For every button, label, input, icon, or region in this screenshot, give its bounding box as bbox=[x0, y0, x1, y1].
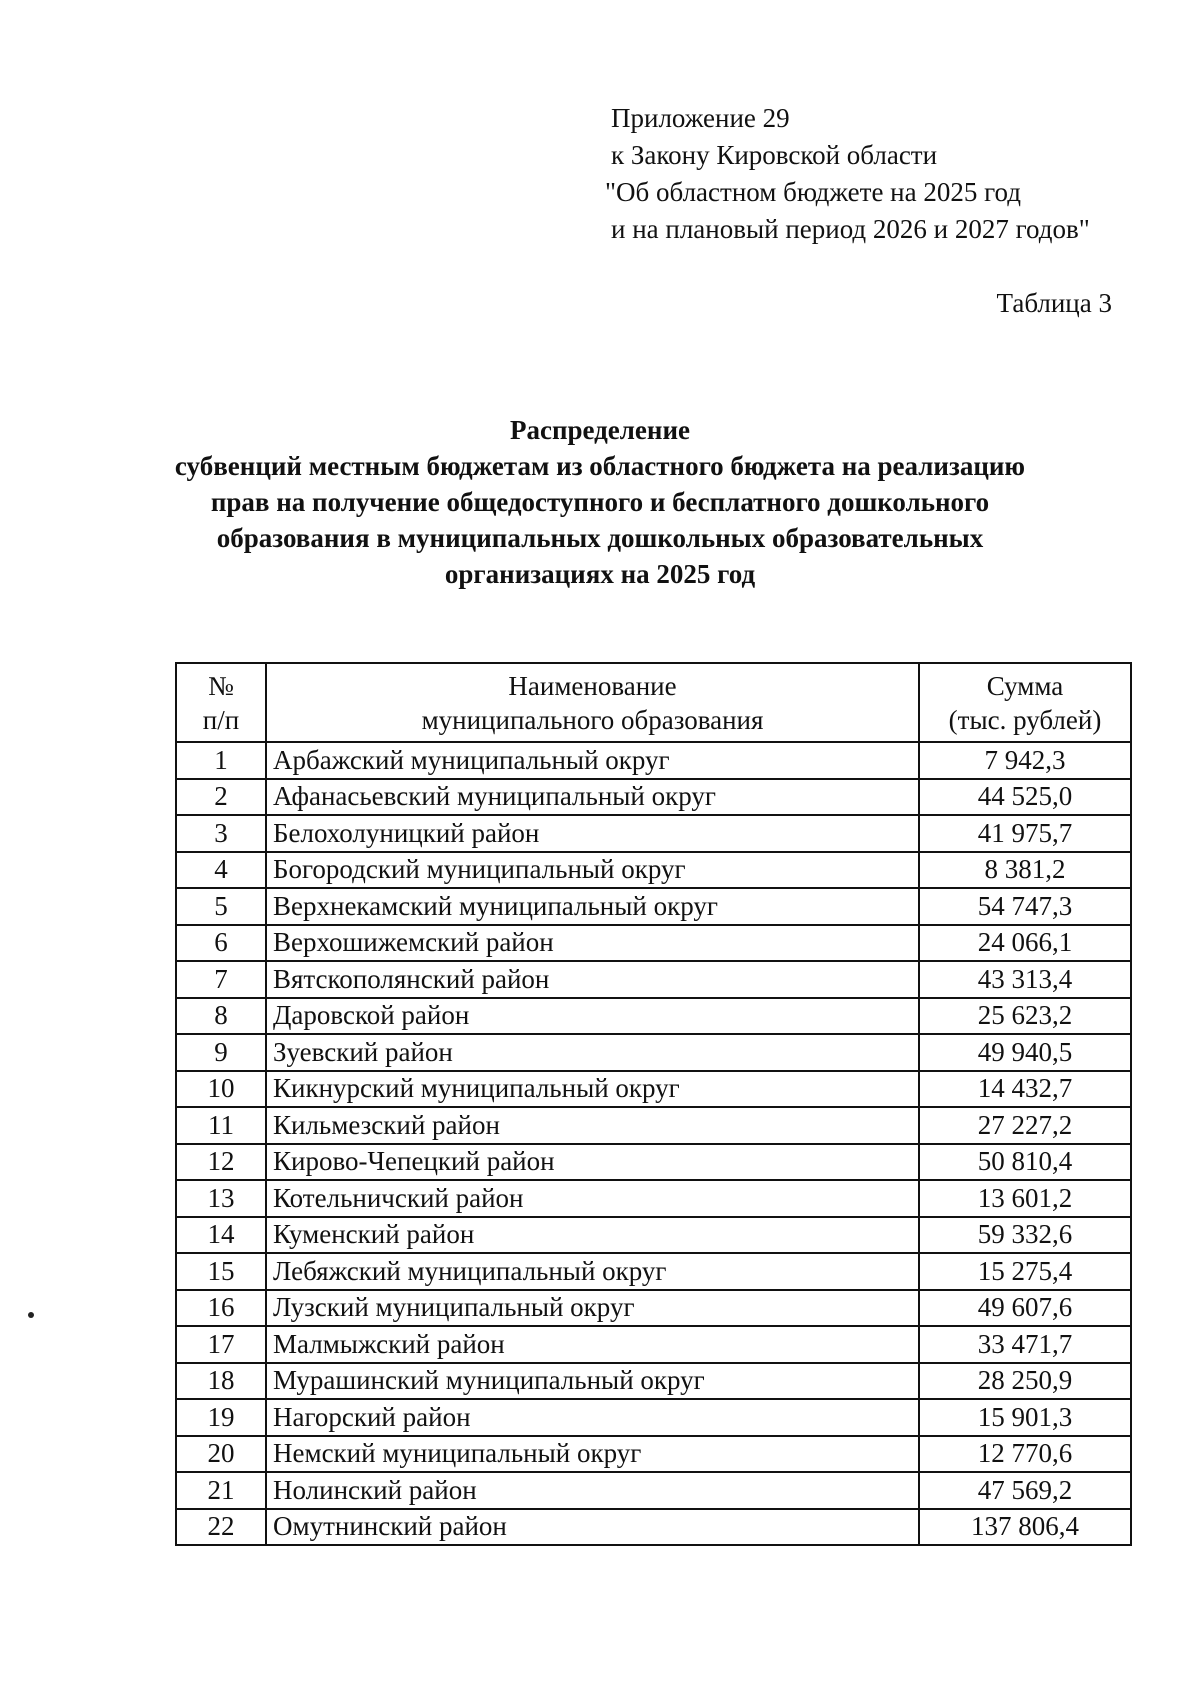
table-row bbox=[176, 961, 1131, 998]
row-number-cell: 20 bbox=[176, 1436, 266, 1473]
amount-cell: 33 471,7 bbox=[919, 1326, 1131, 1363]
row-number-cell: 19 bbox=[176, 1399, 266, 1436]
amount-cell: 25 623,2 bbox=[919, 998, 1131, 1035]
row-number-cell: 16 bbox=[176, 1290, 266, 1327]
table-row bbox=[176, 1509, 1131, 1546]
table-number-label: Таблица 3 bbox=[996, 288, 1112, 318]
appendix-reference bbox=[605, 100, 1090, 248]
municipality-name-cell: Афанасьевский муниципальный округ bbox=[266, 779, 919, 816]
header-num bbox=[176, 663, 266, 742]
municipality-name-cell: Кильмезский район bbox=[266, 1107, 919, 1144]
table-body bbox=[176, 742, 1131, 1545]
header-num-line: № bbox=[208, 670, 234, 701]
municipality-name-cell: Арбажский муниципальный округ bbox=[266, 742, 919, 779]
municipality-name-cell: Куменский район bbox=[266, 1217, 919, 1254]
amount-cell: 137 806,4 bbox=[919, 1509, 1131, 1546]
appendix-line: "Об областном бюджете на 2025 год bbox=[605, 177, 1021, 207]
amount-cell: 15 901,3 bbox=[919, 1399, 1131, 1436]
amount-cell: 15 275,4 bbox=[919, 1253, 1131, 1290]
municipality-name-cell: Даровской район bbox=[266, 998, 919, 1035]
appendix-line: и на плановый период 2026 и 2027 годов" bbox=[611, 214, 1090, 244]
municipality-name-cell: Нагорский район bbox=[266, 1399, 919, 1436]
row-number-cell: 9 bbox=[176, 1034, 266, 1071]
amount-cell: 41 975,7 bbox=[919, 815, 1131, 852]
header-sum-line: (тыс. рублей) bbox=[948, 704, 1102, 735]
amount-cell: 49 607,6 bbox=[919, 1290, 1131, 1327]
table-row bbox=[176, 815, 1131, 852]
amount-cell: 59 332,6 bbox=[919, 1217, 1131, 1254]
row-number-cell: 12 bbox=[176, 1144, 266, 1181]
table-row bbox=[176, 1107, 1131, 1144]
municipality-name-cell: Вятскополянский район bbox=[266, 961, 919, 998]
amount-cell: 27 227,2 bbox=[919, 1107, 1131, 1144]
row-number-cell: 3 bbox=[176, 815, 266, 852]
scan-speck bbox=[28, 1312, 34, 1318]
header-name-line: муниципального образования bbox=[421, 704, 764, 735]
amount-cell: 24 066,1 bbox=[919, 925, 1131, 962]
row-number-cell: 5 bbox=[176, 888, 266, 925]
amount-cell: 7 942,3 bbox=[919, 742, 1131, 779]
row-number-cell: 10 bbox=[176, 1071, 266, 1108]
title-line: прав на получение общедоступного и бесплатного дошкольного bbox=[210, 487, 990, 517]
amount-cell: 12 770,6 bbox=[919, 1436, 1131, 1473]
municipality-name-cell: Малмыжский район bbox=[266, 1326, 919, 1363]
title-line: субвенций местным бюджетам из областного бюджета на реализацию bbox=[174, 451, 1026, 481]
table-row bbox=[176, 852, 1131, 889]
header-sum bbox=[919, 663, 1131, 742]
row-number-cell: 8 bbox=[176, 998, 266, 1035]
row-number-cell: 22 bbox=[176, 1509, 266, 1546]
table-row bbox=[176, 925, 1131, 962]
municipality-name-cell: Кирово-Чепецкий район bbox=[266, 1144, 919, 1181]
table-row bbox=[176, 888, 1131, 925]
table-row bbox=[176, 1034, 1131, 1071]
row-number-cell: 13 bbox=[176, 1180, 266, 1217]
subvention-table bbox=[175, 662, 1132, 1546]
municipality-name-cell: Зуевский район bbox=[266, 1034, 919, 1071]
table-row bbox=[176, 1436, 1131, 1473]
table-row bbox=[176, 1363, 1131, 1400]
municipality-name-cell: Омутнинский район bbox=[266, 1509, 919, 1546]
row-number-cell: 1 bbox=[176, 742, 266, 779]
municipality-name-cell: Лебяжский муниципальный округ bbox=[266, 1253, 919, 1290]
table-row bbox=[176, 1290, 1131, 1327]
row-number-cell: 2 bbox=[176, 779, 266, 816]
amount-cell: 14 432,7 bbox=[919, 1071, 1131, 1108]
appendix-line: Приложение 29 bbox=[611, 103, 790, 133]
municipality-name-cell: Мурашинский муниципальный округ bbox=[266, 1363, 919, 1400]
row-number-cell: 18 bbox=[176, 1363, 266, 1400]
amount-cell: 47 569,2 bbox=[919, 1472, 1131, 1509]
document-title bbox=[150, 412, 1050, 592]
row-number-cell: 11 bbox=[176, 1107, 266, 1144]
municipality-name-cell: Верхошижемский район bbox=[266, 925, 919, 962]
row-number-cell: 14 bbox=[176, 1217, 266, 1254]
municipality-name-cell: Немский муниципальный округ bbox=[266, 1436, 919, 1473]
header-sum-line: Сумма bbox=[986, 670, 1064, 701]
municipality-name-cell: Кикнурский муниципальный округ bbox=[266, 1071, 919, 1108]
amount-cell: 13 601,2 bbox=[919, 1180, 1131, 1217]
municipality-name-cell: Лузский муниципальный округ bbox=[266, 1290, 919, 1327]
table-row bbox=[176, 1253, 1131, 1290]
row-number-cell: 21 bbox=[176, 1472, 266, 1509]
table-row bbox=[176, 1144, 1131, 1181]
amount-cell: 8 381,2 bbox=[919, 852, 1131, 889]
amount-cell: 28 250,9 bbox=[919, 1363, 1131, 1400]
amount-cell: 49 940,5 bbox=[919, 1034, 1131, 1071]
amount-cell: 43 313,4 bbox=[919, 961, 1131, 998]
header-name bbox=[266, 663, 919, 742]
table-row bbox=[176, 1472, 1131, 1509]
table-row bbox=[176, 1180, 1131, 1217]
table-row bbox=[176, 1399, 1131, 1436]
municipality-name-cell: Богородский муниципальный округ bbox=[266, 852, 919, 889]
table-header-row bbox=[176, 663, 1131, 742]
municipality-name-cell: Котельничский район bbox=[266, 1180, 919, 1217]
row-number-cell: 6 bbox=[176, 925, 266, 962]
title-line: Распределение bbox=[509, 415, 691, 445]
amount-cell: 54 747,3 bbox=[919, 888, 1131, 925]
title-line: образования в муниципальных дошкольных образовательных bbox=[216, 523, 984, 553]
amount-cell: 44 525,0 bbox=[919, 779, 1131, 816]
table-row bbox=[176, 779, 1131, 816]
municipality-name-cell: Нолинский район bbox=[266, 1472, 919, 1509]
table-row bbox=[176, 998, 1131, 1035]
table-row bbox=[176, 742, 1131, 779]
row-number-cell: 17 bbox=[176, 1326, 266, 1363]
header-name-line: Наименование bbox=[508, 670, 677, 701]
row-number-cell: 4 bbox=[176, 852, 266, 889]
appendix-line: к Закону Кировской области bbox=[611, 140, 938, 170]
municipality-name-cell: Белохолуницкий район bbox=[266, 815, 919, 852]
table-row bbox=[176, 1326, 1131, 1363]
title-line: организациях на 2025 год bbox=[444, 559, 756, 589]
amount-cell: 50 810,4 bbox=[919, 1144, 1131, 1181]
table-row bbox=[176, 1071, 1131, 1108]
row-number-cell: 7 bbox=[176, 961, 266, 998]
municipality-name-cell: Верхнекамский муниципальный округ bbox=[266, 888, 919, 925]
row-number-cell: 15 bbox=[176, 1253, 266, 1290]
header-num-line: п/п bbox=[202, 704, 240, 735]
table-row bbox=[176, 1217, 1131, 1254]
